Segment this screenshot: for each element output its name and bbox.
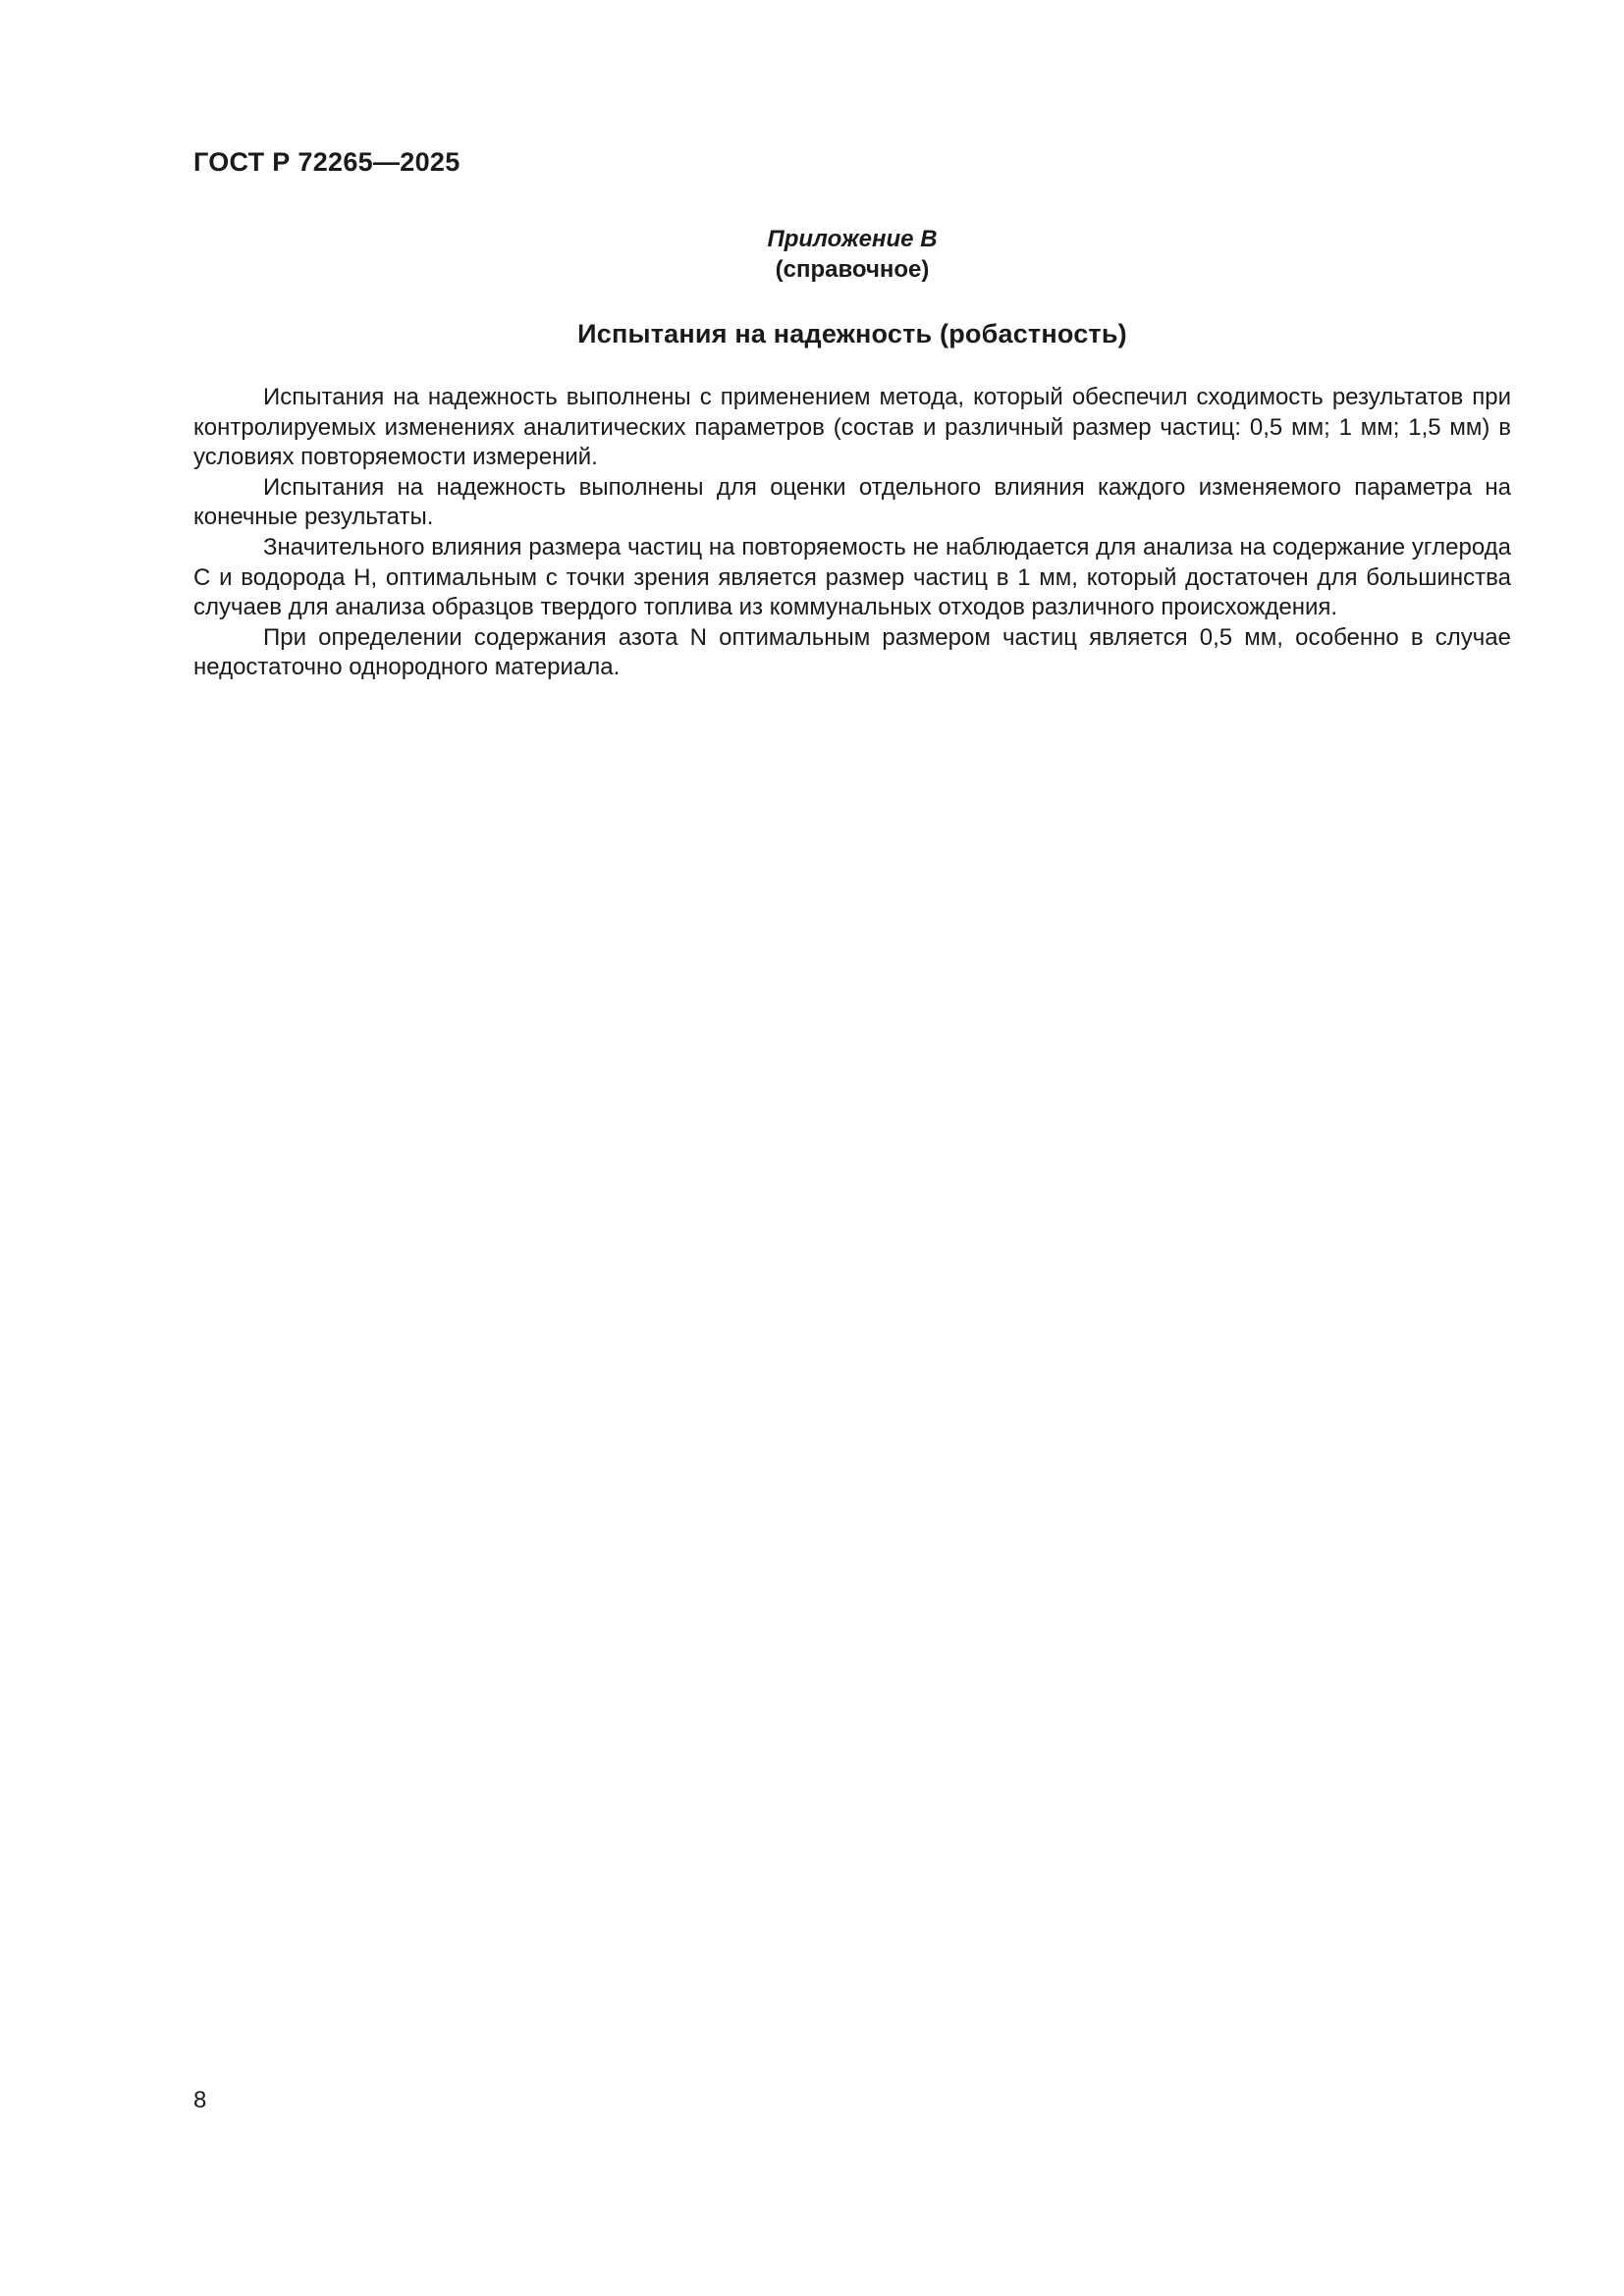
document-number: ГОСТ Р 72265—2025 [193,147,460,177]
paragraph: Значительного влияния размера частиц на повторяемость не наблюдается для анализа на содержание углерода С и водорода Н, оптимальным с точки зрения является размер частиц в 1 мм, который достаточен для большинства случаев для анализа образцов твердого топлива из коммунальных отходов различного происхождения. [193,533,1511,621]
page-number: 8 [193,2087,207,2113]
section-heading: Испытания на надежность (робастность) [577,319,1127,348]
paragraph: Испытания на надежность выполнены для оценки отдельного влияния каждого изменяемого параметра на конечные результаты. [193,473,1511,531]
paragraph: При определении содержания азота N оптимальным размером частиц является 0,5 мм, особенно в случае недостаточно однородного материала. [193,623,1511,681]
annex-status: (справочное) [775,256,930,283]
paragraph: Испытания на надежность выполнены с применением метода, который обеспечил сходимость результатов при контролируемых изменениях аналитических параметров (состав и различный размер частиц: 0,5 мм; 1 мм; 1,5 мм) в условиях повторяемости измерений. [193,384,1511,471]
annex-title: Приложение В [767,226,938,252]
body-text [193,383,1511,683]
